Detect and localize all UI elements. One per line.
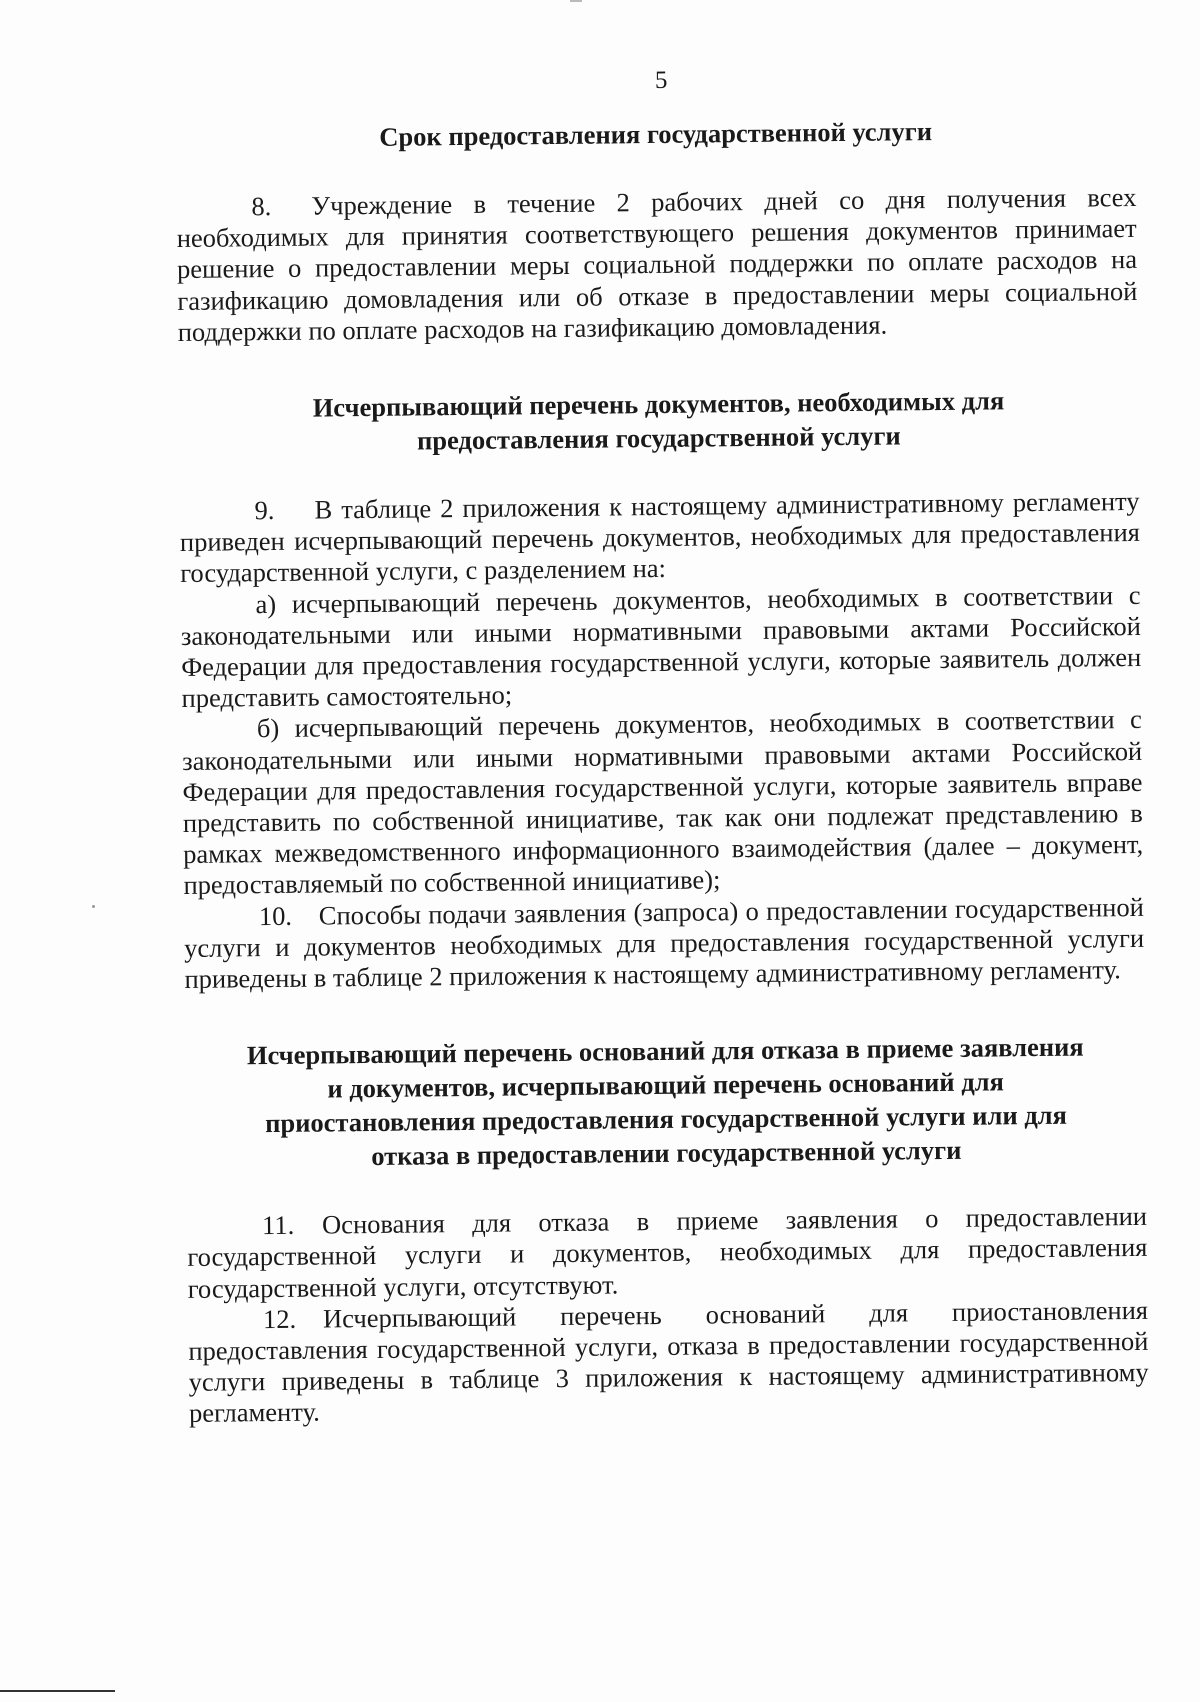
heading-line: Срок предоставления государственной услуги	[379, 116, 933, 152]
subitem-b: б) исчерпывающий перечень документов, необходимых в соответствии с законодательными или иными нормативными правовыми актами Российской Федерации для предоставления государственной услуги, которые заявитель вправе представить по собственной инициативе, так как они подлежат представлению в рамках межведомственного информационного взаимодействия (далее – документ, предоставляемый по собственной инициативе);	[182, 704, 1144, 901]
scan-artifact-bottom-line	[0, 1690, 115, 1692]
paragraph-12	[188, 1295, 1149, 1430]
heading-line: Исчерпывающий перечень документов, необходимых для	[312, 385, 1005, 423]
page-content	[175, 62, 1149, 1430]
heading-line: предоставления государственной услуги	[416, 420, 901, 456]
paragraph-number: 12.	[262, 1303, 297, 1335]
paragraph-11	[187, 1201, 1148, 1305]
paragraph-text: В таблице 2 приложения к настоящему административному регламенту приведен исчерпывающий перечень документов, необходимых для предоставления государственной услуги, с разделением на:	[179, 485, 1141, 589]
paragraph-9	[179, 486, 1140, 590]
paragraph-number: 8.	[251, 190, 272, 222]
heading-line: Исчерпывающий перечень оснований для отказа в приеме заявления	[246, 1031, 1084, 1071]
paragraph-10	[184, 892, 1145, 996]
subitem-a: а) исчерпывающий перечень документов, необходимых в соответствии с законодательными или иными нормативными правовыми актами Российской Федерации для предоставления государственной услуги, которые заявитель должен представить самостоятельно;	[180, 579, 1142, 714]
scan-artifact-dot	[92, 905, 95, 908]
section-heading-documents	[178, 382, 1139, 460]
paragraph-number: 11.	[261, 1210, 295, 1241]
paragraph-8	[176, 182, 1138, 348]
section-heading-refusal-grounds	[185, 1029, 1146, 1175]
heading-line: отказа в предоставлении государственной услуги	[371, 1135, 962, 1172]
paragraph-text: Основания для отказа в приеме заявления о предоставлении государственной услуги и документов, необходимых для предоставления государственной услуги, отсутствуют.	[187, 1201, 1148, 1304]
heading-line: приостановления предоставления государственной услуги или для	[264, 1099, 1068, 1139]
scan-artifact-top	[570, 0, 582, 2]
page-number: 5	[654, 66, 668, 94]
heading-line: и документов, исчерпывающий перечень оснований для	[327, 1066, 1004, 1104]
paragraph-text: Способы подачи заявления (запроса) о предоставлении государственной услуги и документов необходимых для предоставления государственной услуги приведены в таблице 2 приложения к настоящему административному регламенту.	[184, 891, 1145, 995]
paragraph-text: Учреждение в течение 2 рабочих дней со дня получения всех необходимых для принятия соответствующего решения документов принимает решение о предоставлении меры социальной поддержки по оплате расходов на газификацию домовладения или об отказе в предоставлении меры социальной поддержки по оплате расходов на газификацию домовладения.	[176, 181, 1138, 347]
paragraph-number: 9.	[254, 494, 275, 526]
paragraph-text: Исчерпывающий перечень оснований для приостановления предоставления государственной услуги, отказа в предоставлении государственной услуги приведены в таблице 3 приложения к настоящему административному регламенту.	[188, 1294, 1149, 1429]
paragraph-number: 10.	[258, 900, 293, 931]
